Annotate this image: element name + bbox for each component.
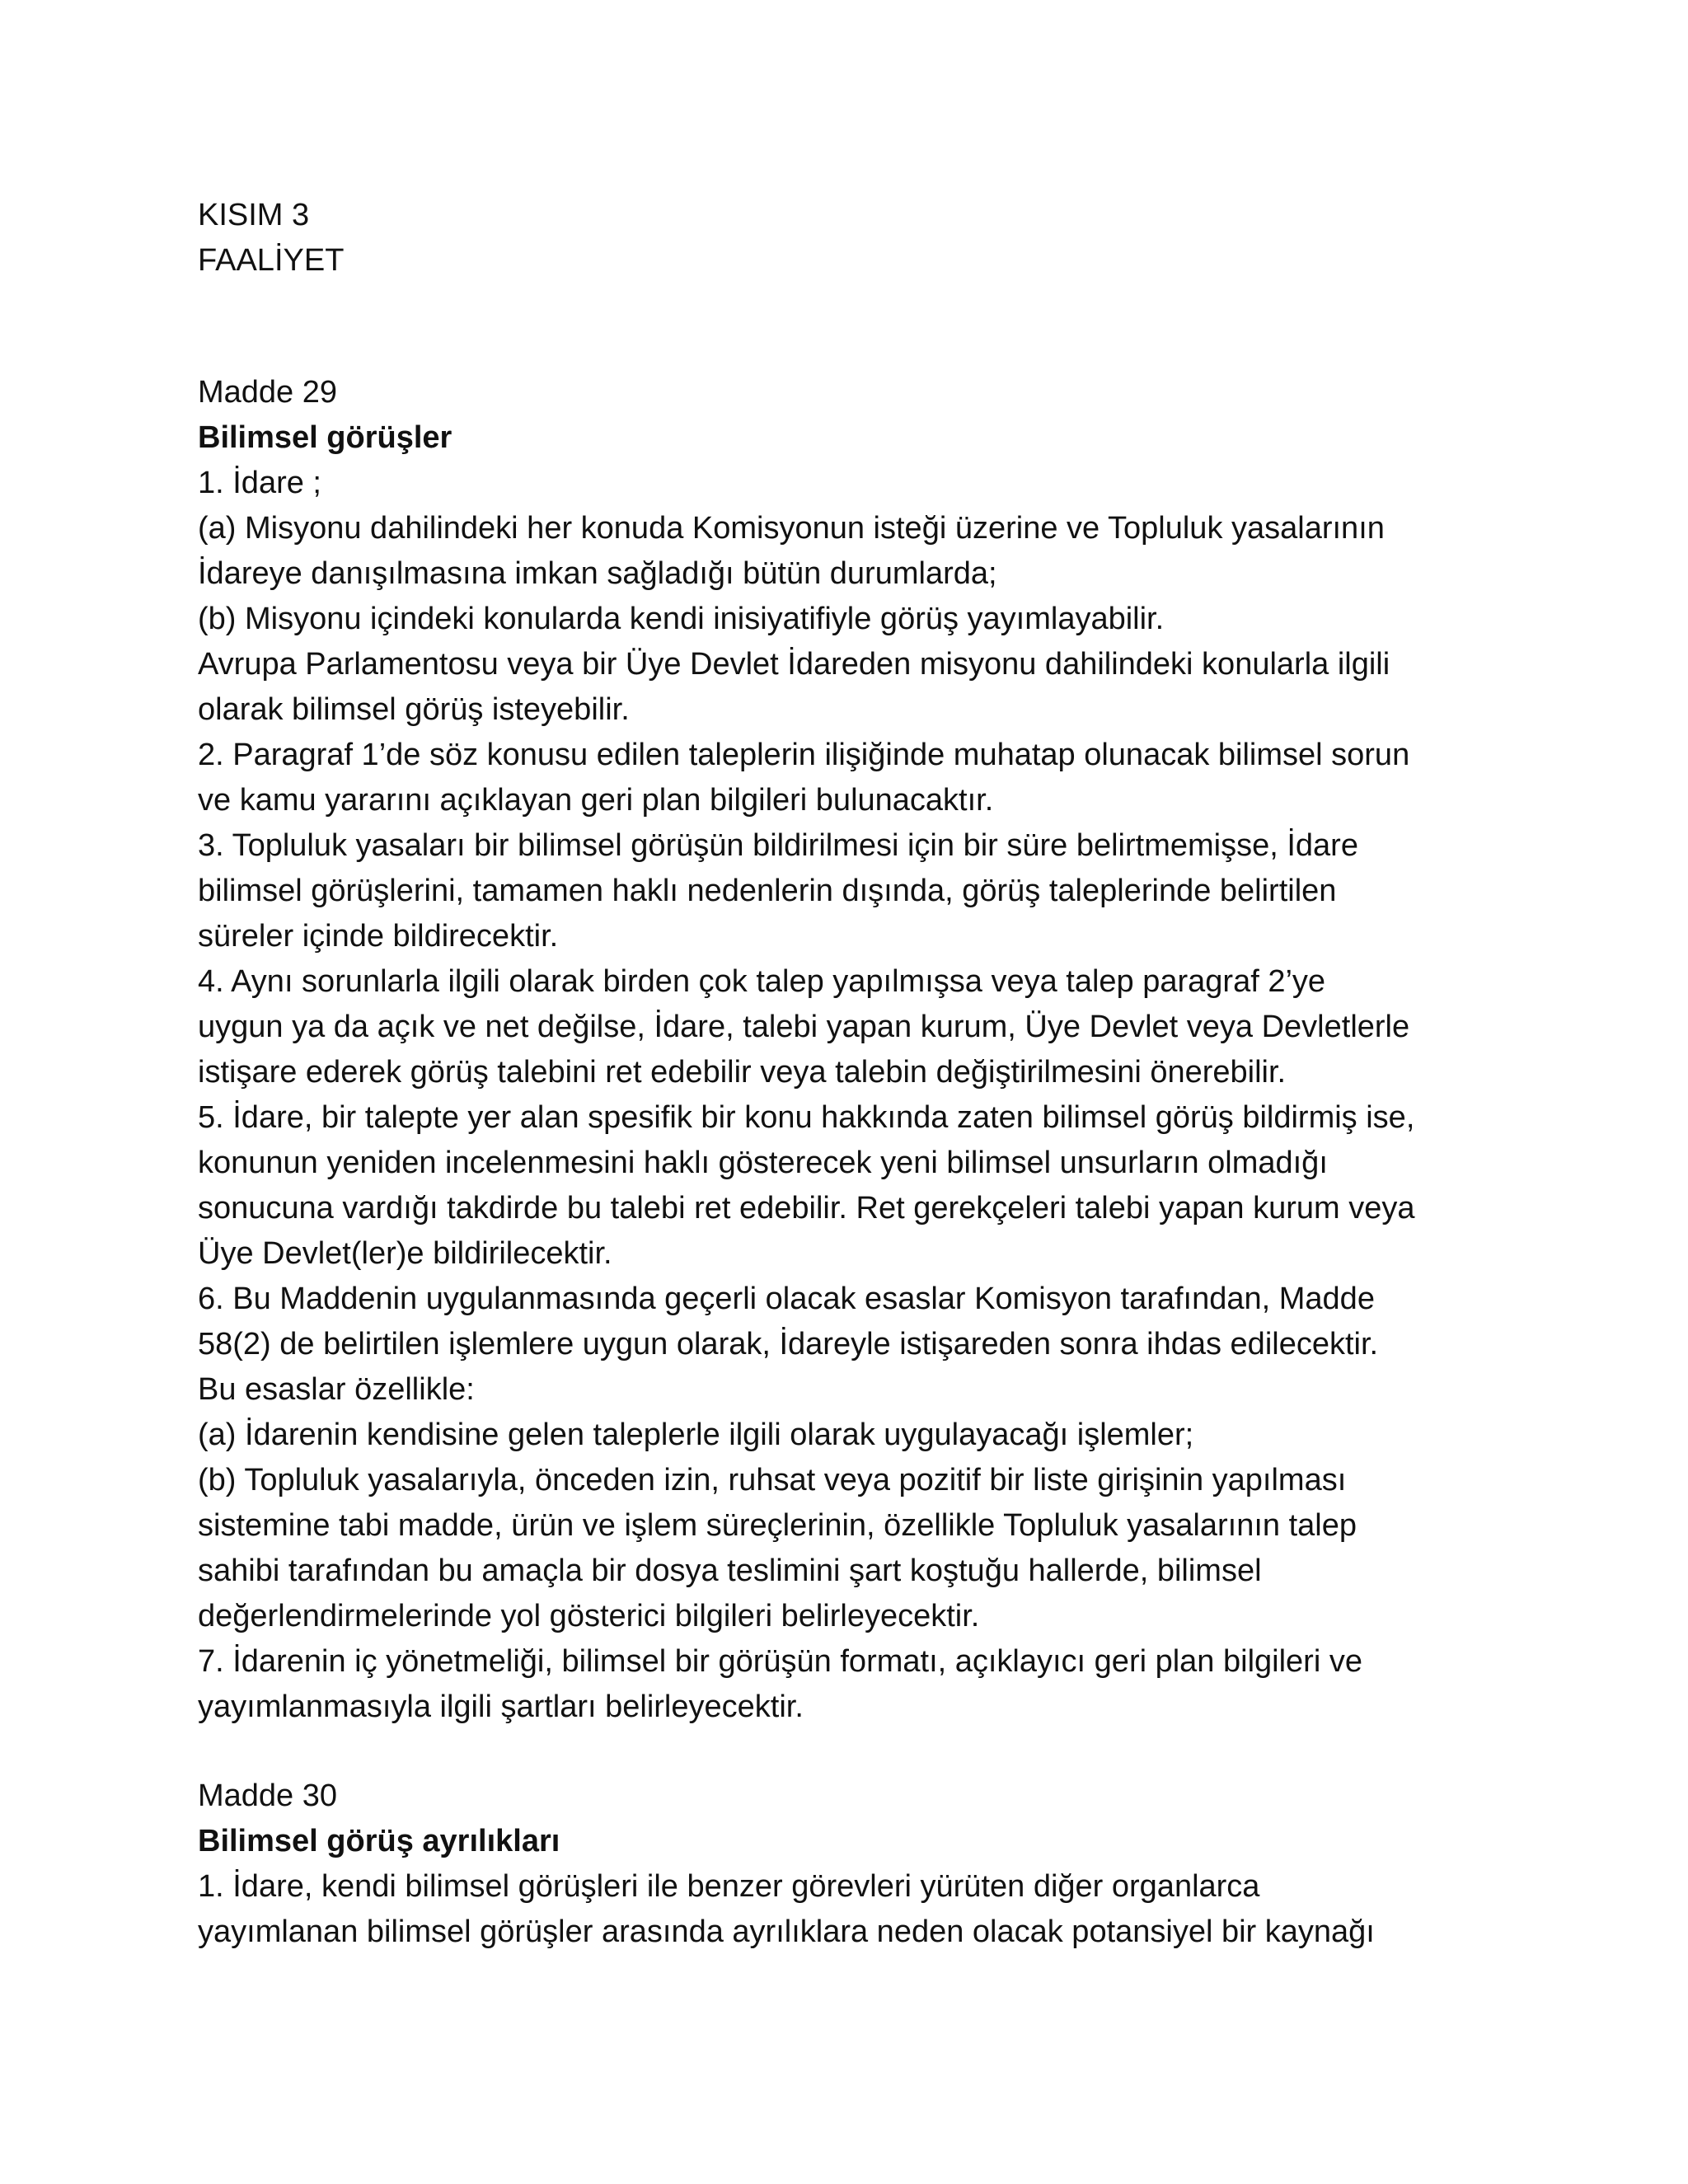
- part-number: KISIM 3: [198, 198, 310, 232]
- text-line: 2. Paragraf 1’de söz konusu edilen taleplerin ilişiğinde muhatap olunacak bilimsel sorun: [198, 738, 1410, 772]
- text-line: konunun yeniden incelenmesini haklı gösterecek yeni bilimsel unsurların olmadığı: [198, 1146, 1328, 1180]
- article-body: [198, 1864, 1500, 1955]
- text-line: 3. Topluluk yasaları bir bilimsel görüşün bildirilmesi için bir süre belirtmemişse, İdare: [198, 828, 1358, 863]
- text-line: 4. Aynı sorunlarla ilgili olarak birden çok talep yapılmışsa veya talep paragraf 2’ye: [198, 964, 1326, 999]
- text-line: olarak bilimsel görüş isteyebilir.: [198, 692, 630, 727]
- text-line: (a) Misyonu dahilindeki her konuda Komisyonun isteği üzerine ve Topluluk yasalarının: [198, 511, 1385, 546]
- article-title: Bilimsel görüş ayrılıkları: [198, 1824, 560, 1858]
- text-line: istişare ederek görüş talebini ret edebilir veya talebin değiştirilmesini önerebilir.: [198, 1055, 1287, 1090]
- text-line: uygun ya da açık ve net değilse, İdare, talebi yapan kurum, Üye Devlet veya Devletlerle: [198, 1010, 1410, 1044]
- text-line: (a) İdarenin kendisine gelen taleplerle ilgili olarak uygulayacağı işlemler;: [198, 1418, 1194, 1452]
- text-line: yayımlanmasıyla ilgili şartları belirleyecektir.: [198, 1690, 804, 1724]
- text-line: 5. İdare, bir talepte yer alan spesifik bir konu hakkında zaten bilimsel görüş bildirmiş ise,: [198, 1100, 1415, 1135]
- text-line: 1. İdare ;: [198, 466, 321, 500]
- text-line: Avrupa Parlamentosu veya bir Üye Devlet İdareden misyonu dahilindeki konularla ilgili: [198, 647, 1390, 682]
- text-line: 6. Bu Maddenin uygulanmasında geçerli olacak esaslar Komisyon tarafından, Madde: [198, 1282, 1375, 1316]
- text-line: 1. İdare, kendi bilimsel görüşleri ile benzer görevleri yürüten diğer organlarca: [198, 1869, 1260, 1904]
- part-heading: [198, 193, 1500, 284]
- article-body: [198, 461, 1500, 1730]
- text-line: sahibi tarafından bu amaçla bir dosya teslimini şart koştuğu hallerde, bilimsel: [198, 1554, 1262, 1588]
- text-line: Bu esaslar özellikle:: [198, 1372, 475, 1407]
- article-title: Bilimsel görüşler: [198, 420, 452, 455]
- text-line: değerlendirmelerinde yol gösterici bilgileri belirleyecektir.: [198, 1599, 980, 1633]
- article-30: [198, 1774, 1500, 1955]
- text-line: ve kamu yararını açıklayan geri plan bilgileri bulunacaktır.: [198, 783, 994, 818]
- text-line: 58(2) de belirtilen işlemlere uygun olarak, İdareyle istişareden sonra ihdas edilecektir.: [198, 1327, 1379, 1361]
- part-title: FAALİYET: [198, 243, 345, 278]
- article-29: [198, 370, 1500, 1730]
- text-line: İdareye danışılmasına imkan sağladığı bütün durumlarda;: [198, 556, 997, 591]
- text-line: 7. İdarenin iç yönetmeliği, bilimsel bir görüşün formatı, açıklayıcı geri plan bilgileri ve: [198, 1644, 1362, 1679]
- text-line: (b) Topluluk yasalarıyla, önceden izin, ruhsat veya pozitif bir liste girişinin yapılması: [198, 1463, 1347, 1497]
- text-line: bilimsel görüşlerini, tamamen haklı nedenlerin dışında, görüş taleplerinde belirtilen: [198, 874, 1337, 908]
- text-line: yayımlanan bilimsel görüşler arasında ayrılıklara neden olacak potansiyel bir kaynağı: [198, 1915, 1375, 1949]
- article-number: Madde 30: [198, 1779, 338, 1813]
- text-line: sonucuna vardığı takdirde bu talebi ret edebilir. Ret gerekçeleri talebi yapan kurum veya: [198, 1191, 1415, 1226]
- article-number: Madde 29: [198, 375, 338, 410]
- text-line: sistemine tabi madde, ürün ve işlem süreçlerinin, özellikle Topluluk yasalarının talep: [198, 1508, 1357, 1543]
- text-line: süreler içinde bildirecektir.: [198, 919, 559, 954]
- text-line: Üye Devlet(ler)e bildirilecektir.: [198, 1236, 612, 1271]
- text-line: (b) Misyonu içindeki konularda kendi inisiyatifiyle görüş yayımlayabilir.: [198, 602, 1165, 636]
